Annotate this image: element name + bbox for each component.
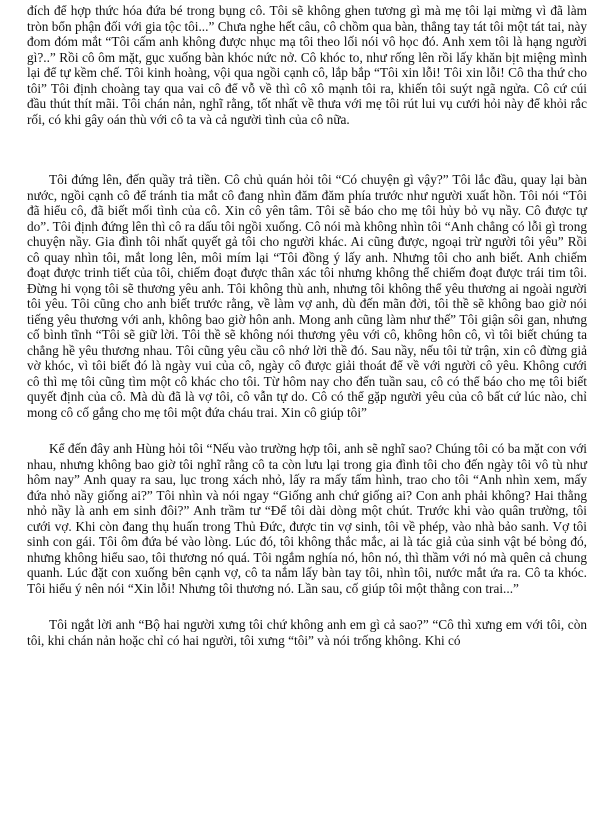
paragraph-3: Kể đến đây anh Hùng hỏi tôi “Nếu vào trường hợp tôi, anh sẽ nghĩ sao? Chúng tôi có ba mặt con với nhau, nhưng không bao giờ tôi nghĩ rằng cô ta còn lưu lại trong gia đình tôi cho đến ngày tôi vô tù như hôm nay” Anh quay ra sau, lục trong xách nhỏ, lấy ra mấy tấm hình, trao cho tôi “Anh nhìn xem, mấy đứa nhỏ nầy giống ai?” Tôi nhìn và nói ngay “Giống anh chứ giống ai? Con anh phải không? Hai thằng nhỏ nầy là anh em sinh đôi?” Anh trầm tư “Để tôi dài dòng một chút. Trước khi vào quân trường, tôi cưới vợ. Khi còn đang thụ huấn trong Thủ Đức, được tin vợ sinh, tôi về phép, vào nhà bảo sanh. Vợ tôi sinh con gái. Tôi ôm đứa bé vào lòng. Lúc đó, tôi không thắc mắc, ai là tác giả của sinh vật bé bỏng đó, nhưng không hiểu sao, tôi thương nó quá. Tôi ngắm nghía nó, hôn nó, thì thầm với nó mà quên cả chung quanh. Lúc đặt con xuống bên cạnh vợ, cô ta nắm lấy bàn tay tôi, nhìn tôi, nước mắt ứa ra. Cô ta khóc. Tôi hiểu ý nên nói “Xin lỗi! Nhưng tôi thương nó. Lần sau, cố giúp tôi một thằng con trai...” — [27, 441, 587, 596]
document-body — [27, 0, 587, 648]
paragraph-2: Tôi đứng lên, đến quầy trả tiền. Cô chủ quán hỏi tôi “Có chuyện gì vậy?” Tôi lắc đầu, quay lại bàn nước, ngồi cạnh cô để tránh tia mắt cô đang nhìn đăm đăm phía trước như người xuất hồn. Tôi nói “Tôi đã hiểu cô, đã biết mối tình của cô. Xin cô yên tâm. Tôi sẽ báo cho mẹ tôi hủy bỏ vụ nầy. Cô được tự do”. Tôi định đứng lên thì cô ra dấu tôi ngồi xuống. Cô nói mà không nhìn tôi “Anh chẳng có lỗi gì trong chuyện nầy. Gia đình tôi nhất quyết gả tôi cho người khác. Ai cũng được, ngoại trừ người tôi yêu” Rồi cô quay nhìn tôi, mắt long lên, môi mím lại “Tôi đồng ý lấy anh. Nhưng tôi cho anh biết. Anh chiếm đoạt được trinh tiết của tôi, chiếm đoạt được thân xác tôi nhưng không thể chiếm đoạt được trái tim tôi. Đừng hi vọng tôi sẽ thương yêu anh. Tôi không thù anh, nhưng tôi không thể yêu thương ai ngoài người tôi yêu. Tôi cũng cho anh biết trước rằng, về làm vợ anh, dù đến mãn đời, tôi thề sẽ không bao giờ nói tiếng yêu thương với anh, không bao giờ hôn anh. Mong anh cũng làm như thế” Tôi giận sôi gan, nhưng cố bình tĩnh “Tôi sẽ giữ lời. Tôi thề sẽ không nói thương yêu với cô, không hôn cô, vì tôi biết chúng ta chẳng hề yêu thương nhau. Tôi cũng yêu cầu cô nhớ lời thề đó. Sau nầy, nếu tôi tử trận, xin cô đừng giả vờ khóc, vì tôi biết đó là ngày vui của cô, ngày cô được giải thoát để về với người cô yêu. Không cưới cô thì mẹ tôi cũng tìm một cô khác cho tôi. Từ hôm nay cho đến tuần sau, cô có thể báo cho mẹ tôi biết quyết định của cô. Mà dù đã là vợ tôi, cô vẫn tự do. Cô có thể gặp người yêu của cô bất cứ lúc nào, chỉ mong cô cố gắng cho mẹ tôi một đứa cháu trai. Xin cô giúp tôi” — [27, 172, 587, 420]
paragraph-4: Tôi ngắt lời anh “Bộ hai người xưng tôi chứ không anh em gì cả sao?” “Cô thì xưng em với tôi, còn tôi, khi chán nản hoặc chỉ có hai người, tôi xưng “tôi” và nói trống không. Khi có — [27, 617, 587, 648]
paragraph-1: đích để hợp thức hóa đứa bé trong bụng cô. Tôi sẽ không ghen tương gì mà mẹ tôi lại mừng vì đã làm tròn bổn phận đối với gia tộc tôi...” Chưa nghe hết câu, cô chồm qua bàn, thẳng tay tát tôi một tát tai, này đom đóm mắt “Tôi cấm anh không được nhục mạ tôi theo lối nói vô học đó. Anh xem tôi là hạng người gì?..” Rồi cô ôm mặt, gục xuống bàn khóc nức nở. Cô khóc to, như rống lên rồi lấy khăn bịt miệng mình lại để tự kềm chế. Tôi kinh hoàng, vội qua ngồi cạnh cô, lắp bắp “Tôi xin lỗi! Tôi xin lỗi! Cô tha thứ cho tôi” Tôi định choàng tay qua vai cô để vỗ về thì cô xô mạnh tôi ra, khiến tôi suýt ngã ngửa. Cô cứ cúi đầu thút thít mãi. Tôi chán nản, nghĩ rằng, tốt nhất về thưa với mẹ tôi rút lui vụ cưới hỏi này để khỏi rắc rối, có khi gây oán thù với cô ta và cả người tình của cô nữa. — [27, 3, 587, 127]
